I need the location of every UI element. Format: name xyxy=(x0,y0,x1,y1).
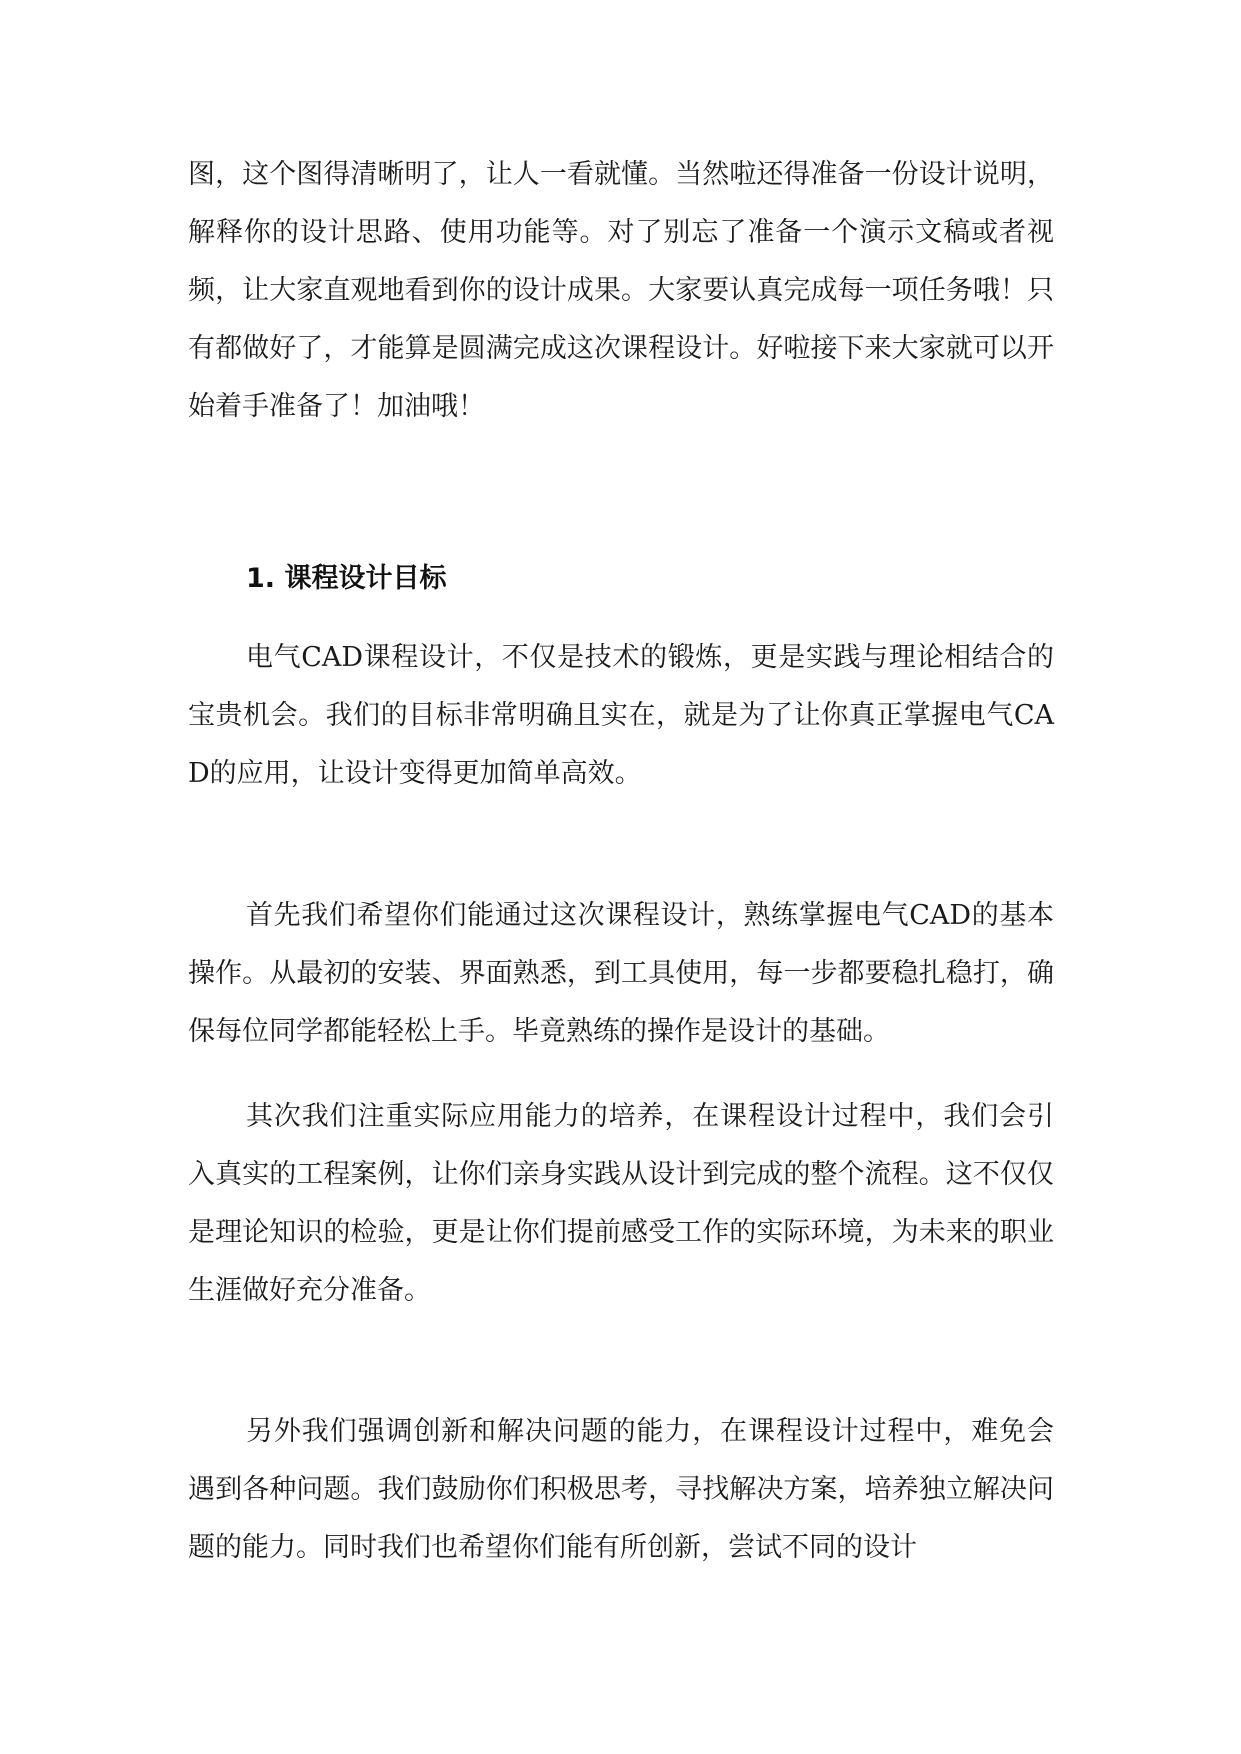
paragraph-basic-operations: 首先我们希望你们能通过这次课程设计，熟练掌握电气CAD的基本操作。从最初的安装、界面熟悉，到工具使用，每一步都要稳扎稳打，确保每位同学都能轻松上手。毕竟熟练的操作是设计的基础。 xyxy=(188,900,1054,1047)
paragraph-overview: 电气CAD课程设计，不仅是技术的锻炼，更是实践与理论相结合的宝贵机会。我们的目标非常明确且实在，就是为了让你真正掌握电气CAD的应用，让设计变得更加简单高效。 xyxy=(188,642,1054,789)
continuation-paragraph: 图，这个图得清晰明了，让人一看就懂。当然啦还得准备一份设计说明，解释你的设计思路、使用功能等。对了别忘了准备一个演示文稿或者视频，让大家直观地看到你的设计成果。大家要认真完成每一项任务哦！只有都做好了，才能算是圆满完成这次课程设计。好啦接下来大家就可以开始着手准备了！加油哦！ xyxy=(188,159,1054,422)
paragraph-practical-application: 其次我们注重实际应用能力的培养，在课程设计过程中，我们会引入真实的工程案例，让你们亲身实践从设计到完成的整个流程。这不仅仅是理论知识的检验，更是让你们提前感受工作的实际环境，为未来的职业生涯做好充分准备。 xyxy=(188,1101,1054,1306)
paragraph-innovation: 另外我们强调创新和解决问题的能力，在课程设计过程中，难免会遇到各种问题。我们鼓励你们积极思考，寻找解决方案，培养独立解决问题的能力。同时我们也希望你们能有所创新，尝试不同的设计 xyxy=(188,1416,1054,1563)
section-heading: 1. 课程设计目标 xyxy=(246,563,447,594)
